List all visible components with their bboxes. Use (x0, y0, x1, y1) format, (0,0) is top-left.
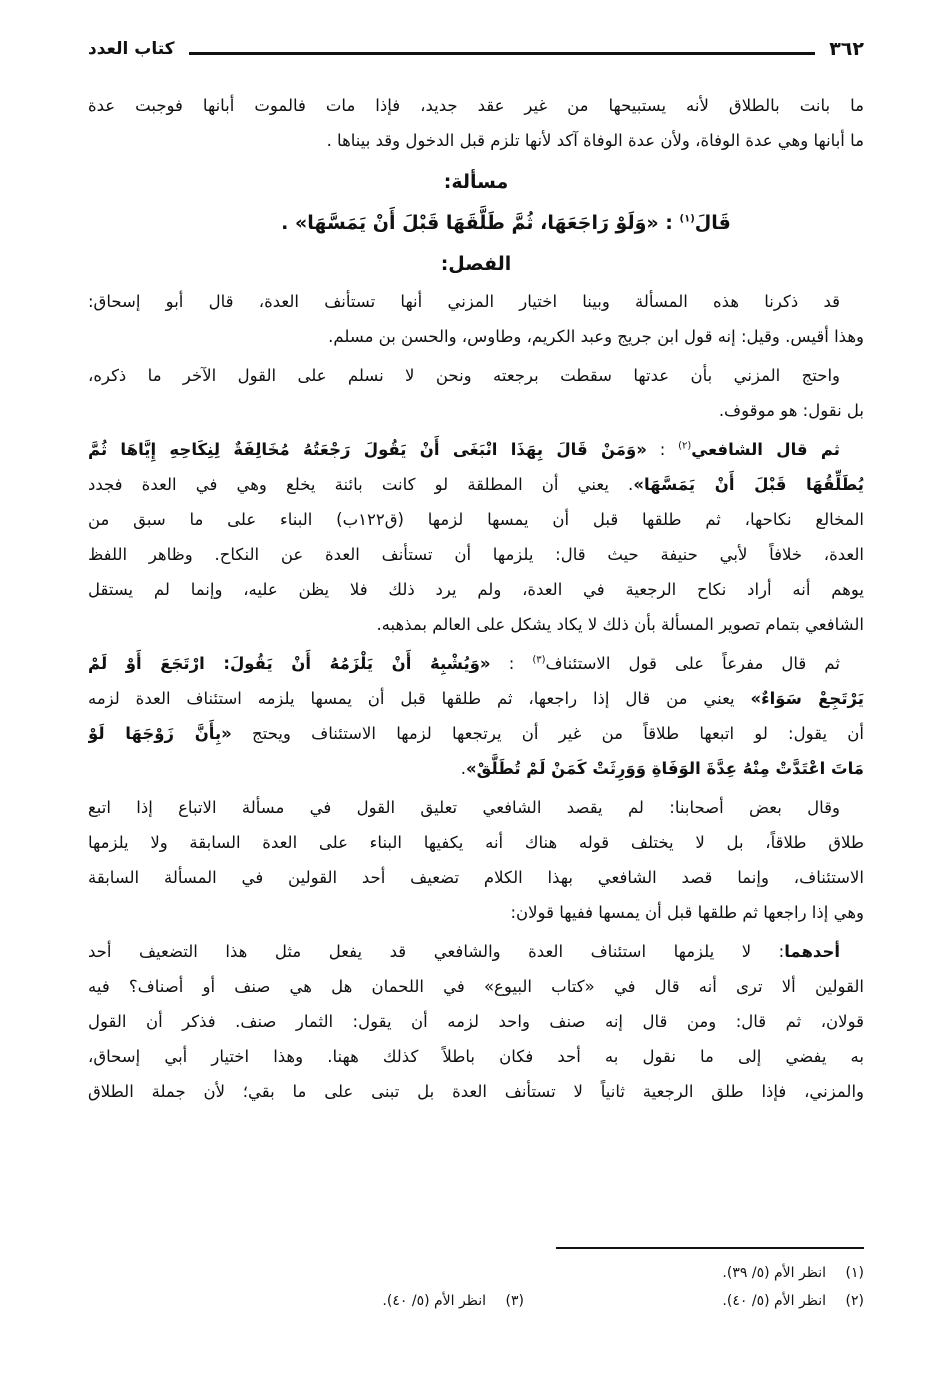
text-line (88, 467, 864, 502)
bold-quote-text: ثم قال الشافعي (691, 440, 841, 459)
paragraph (88, 790, 864, 930)
bold-quote-text: «وَيُشْبِهُ أَنْ يَلْزَمُهُ أَنْ يَقُولَ: ارْتَجَعَ أَوْ لَمْ (88, 654, 491, 673)
header-rule (189, 52, 816, 55)
paragraph (88, 358, 864, 428)
bold-quote-text: يَرْتَجِعْ سَوَاءٌ» (750, 689, 864, 708)
text-line (88, 393, 864, 428)
bold-quote-text: مَاتَ اعْتَدَّتْ مِنْهُ عِدَّةَ الوَفَاةِ وَوَرِثَتْ كَمَنْ لَمْ تُطَلَّقْ» (465, 759, 864, 778)
text-run: قد ذكرنا هذه المسألة وبينا اختيار المزني أنها تستأنف العدة، قال أبو إسحاق: (88, 292, 840, 311)
section-heading: مسألة: (443, 171, 509, 193)
text-line (88, 572, 864, 607)
paragraph (88, 934, 864, 1109)
text-run: قولان، ثم قال: ومن قال إنه صنف واحد لزمه أن يقول: الثمار صنف. فذكر أن القول (88, 1012, 864, 1031)
footnote-text: انظر الأم (٥/ ٣٩). (722, 1265, 826, 1281)
text-run: يوهم أنه أراد نكاح الرجعية في العدة، ولم يرد ذلك فلا يظن عليه، وإنما لم يستقل (88, 580, 864, 599)
footnote-text: انظر الأم (٥/ ٤٠). (382, 1293, 486, 1309)
text-run: ثم قال مفرعاً على قول الاستئناف (545, 654, 840, 673)
text-run: يعني من قال إذا راجعها، ثم طلقها قبل أن يمسها يلزمه استئناف العدة لزمه (88, 689, 751, 708)
text-line (88, 1074, 864, 1109)
paragraph (88, 432, 864, 642)
text-line (88, 646, 864, 681)
text-run: : (646, 440, 679, 459)
text-line (88, 1039, 864, 1074)
page-number: ٣٦٢ (829, 38, 864, 60)
text-run: : «وَلَوْ رَاجَعَهَا، ثُمَّ طَلَّقَهَا قَبْلَ أَنْ يَمَسَّهَا» . (281, 212, 680, 234)
text-line (88, 716, 864, 751)
text-run: المخالع نكاحها، ثم طلقها قبل أن يمسها لزمها (ق١٢٢ب) البناء على ما سبق من (88, 510, 864, 529)
text-line (88, 284, 864, 319)
text-run: بل نقول: هو موقوف. (718, 401, 864, 420)
text-line (88, 358, 864, 393)
text-line (88, 607, 864, 642)
text-run: ما بانت بالطلاق لأنه يستبيحها من غير عقد جديد، فإذا مات فالموت أبانها فوجبت عدة (88, 96, 864, 115)
section-heading: الفصل: (440, 253, 512, 275)
text-line (88, 537, 864, 572)
page-body (88, 88, 864, 1113)
footnote-ref[interactable]: (١) (679, 213, 695, 225)
quoted-text (88, 202, 864, 244)
text-line (88, 790, 864, 825)
text-run: طلاق طلاقاً، بل لا يختلف قوله هناك أنه يكفيها البناء على العدة السابقة ولا يلزمها (88, 833, 864, 852)
text-line (88, 895, 864, 930)
paragraph (88, 284, 864, 354)
footnote-text: انظر الأم (٥/ ٤٠). (722, 1293, 826, 1309)
text-run: قَالَ (694, 212, 731, 234)
paragraph (88, 646, 864, 786)
text-line (88, 934, 864, 969)
text-line (88, 681, 864, 716)
footnote-number: (١) (845, 1265, 864, 1281)
paragraph (88, 88, 864, 158)
text-line (88, 432, 864, 467)
text-run: ما أبانها وهي عدة الوفاة، ولأن عدة الوفاة آكد لأنها تلزم قبل الدخول وقد بيناها . (326, 131, 864, 150)
text-run: وقال بعض أصحابنا: لم يقصد الشافعي تعليق القول في مسألة الاتباع إذا اتبع (88, 798, 840, 817)
text-run: أن يقول: لو اتبعها طلاقاً من غير أن يرتجعها لزمها الاستئناف ويحتج (231, 724, 864, 743)
footnote-ref[interactable]: (٣) (532, 654, 546, 666)
text-run: القولين ألا ترى أنه قال في «كتاب البيوع» في اللحمان هل هي صنف أو أصناف؟ فيه (88, 977, 864, 996)
text-run: الاستئناف، وإنما قصد الشافعي بهذا الكلام تضعيف أحد القولين في المسألة السابقة (88, 868, 864, 887)
footnote-1 (722, 1265, 864, 1281)
text-run: العدة، خلافاً لأبي حنيفة حيث قال: يلزمها أن تستأنف العدة عن النكاح. وظاهر اللفظ (88, 545, 864, 564)
text-run: : لا يلزمها استئناف العدة والشافعي قد يفعل مثل هذا التضعيف أحد (88, 942, 785, 961)
text-run: الشافعي بتمام تصوير المسألة بأن ذلك لا يكاد يشكل على العالم بمذهبه. (376, 615, 864, 634)
text-run: . يعني أن المطلقة لو كانت بائنة يخلع وهي في العدة فجدد (88, 475, 634, 494)
chapter-title: كتاب العدد (88, 39, 175, 59)
bold-quote-text: أحدهما (784, 942, 840, 961)
footnote-3 (382, 1293, 524, 1309)
footnote-2 (722, 1293, 864, 1309)
text-run: وهذا أقيس. وقيل: إنه قول ابن جريج وعبد الكريم، وطاوس، والحسن بن مسلم. (328, 327, 864, 346)
text-line (88, 825, 864, 860)
text-line (88, 502, 864, 537)
text-line (88, 860, 864, 895)
text-line (88, 969, 864, 1004)
text-line (88, 1004, 864, 1039)
text-line (88, 319, 864, 354)
text-line (88, 88, 864, 123)
text-run: . (460, 759, 466, 778)
text-run: واحتج المزني بأن عدتها سقطت برجعته ونحن لا نسلم على القول الآخر ما ذكره، (88, 366, 840, 385)
text-run: وهي إذا راجعها ثم طلقها قبل أن يمسها ففيها قولان: (510, 903, 864, 922)
text-run: : (490, 654, 533, 673)
running-header (88, 34, 864, 64)
text-line (88, 123, 864, 158)
text-run: به يفضي إلى ما نقول به أحد فكان باطلاً كذلك ههنا. وهذا اختيار أبي إسحاق، (88, 1047, 864, 1066)
bold-quote-text: «بِأَنَّ زَوْجَهَا لَوْ (88, 724, 232, 743)
text-run: والمزني، فإذا طلق الرجعية ثانياً لا تستأنف العدة بل تبنى على ما بقي؛ لأن جملة الطلاق (88, 1082, 864, 1101)
text-line (88, 751, 864, 786)
bold-quote-text: «وَمَنْ قَالَ بِهَذَا انْبَغَى أَنْ يَقُولَ رَجْعَتُهُ مُخَالِفَةٌ لِنِكَاحِهِ إِيَّاهَا ثُمَّ (88, 440, 647, 459)
bold-quote-text: يُطَلِّقُهَا قَبْلَ أَنْ يَمَسَّهَا» (633, 475, 864, 494)
footnote-number: (٢) (845, 1293, 864, 1309)
footnote-number: (٣) (505, 1293, 524, 1309)
footnote-ref[interactable]: (٢) (678, 440, 692, 452)
footnote-separator (556, 1247, 864, 1249)
